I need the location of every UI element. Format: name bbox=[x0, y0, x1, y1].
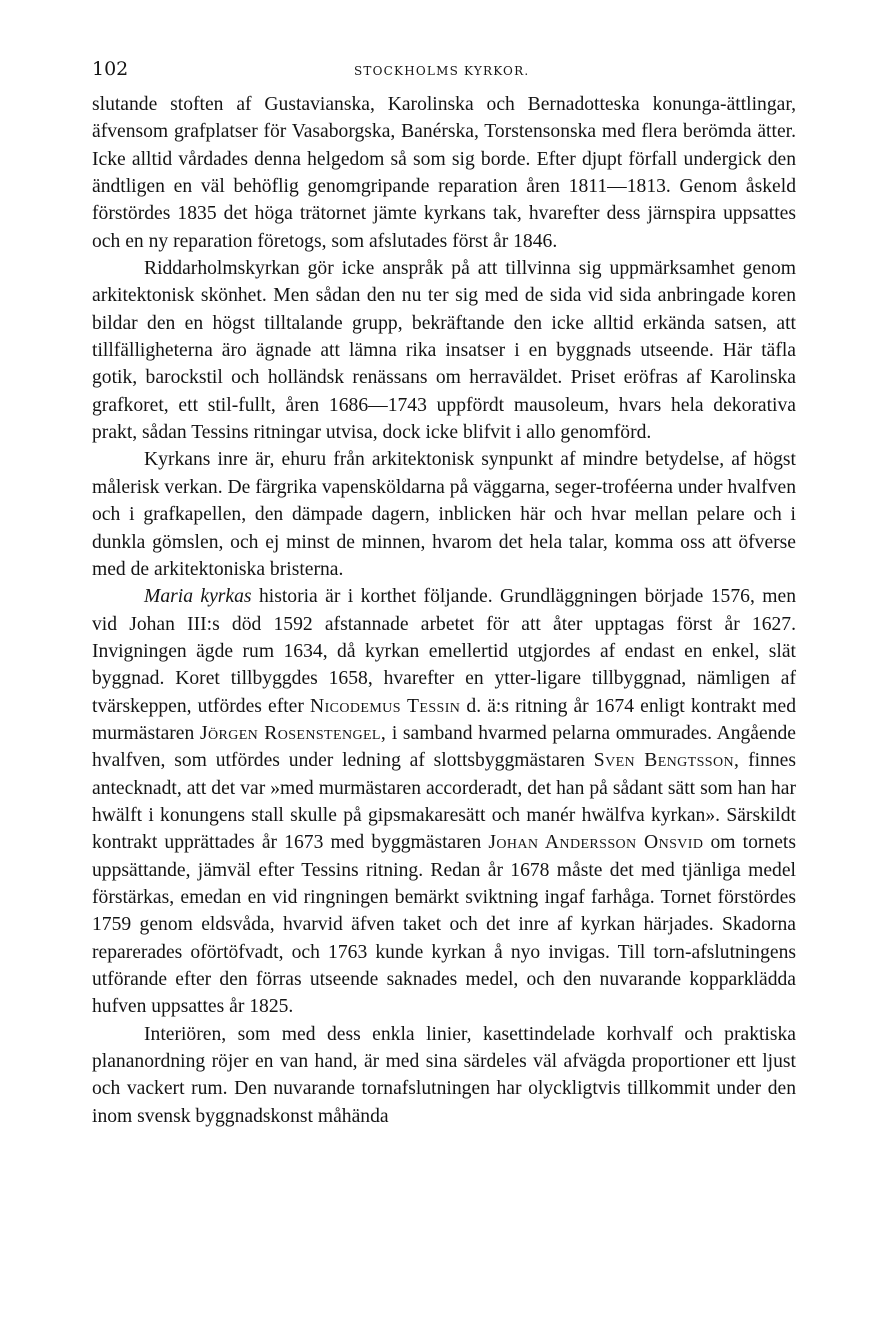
paragraph-4 bbox=[92, 583, 796, 1021]
paragraph-2: Riddarholmskyrkan gör icke anspråk på att tillvinna sig uppmärksamhet genom arkitektonisk skönhet. Men sådan den nu ter sig med de sida vid sida anbringade koren bildar den en högst tilltalande grupp, bekräftande den icke alltid erkända satsen, att tillfälligheterna äro ägnade att lämna rika insatser i en byggnads utseende. Här täfla gotik, barockstil och holländsk renässans om herraväldet. Priset eröfras af Karolinska grafkoret, ett stil-fullt, åren 1686—1743 uppfördt mausoleum, hvars hela dekorativa prakt, sådan Tessins ritningar utvisa, dock icke blifvit i allo genomförd. bbox=[92, 258, 796, 444]
paragraph-4-text-1: historia är i korthet följande. Grundläggningen började 1576, men vid Johan III:s död 1592 afstannade arbetet för att åter upptagas först år 1627. Invigningen ägde rum 1634, då kyrkan emellertid utgjordes af endast en enkel, slät byggnad. Koret tillbyggdes 1658, hvarefter en ytter-ligare tillbyggnad, nämligen af tvärskeppen, utfördes efter bbox=[92, 586, 796, 717]
body-text bbox=[92, 91, 796, 1130]
church-name-italic: Maria kyrkas bbox=[144, 586, 252, 608]
paragraph-4-text-2: d. ä:s ritning år 1674 enligt kontrakt med murmästaren bbox=[92, 695, 796, 744]
person-name-rosenstengel: Jörgen Rosenstengel, bbox=[199, 722, 387, 744]
paragraph-5: Interiören, som med dess enkla linier, kasettindelade korhvalf och praktiska plananordning röjer en van hand, är med sina särdeles väl afvägda proportioner ett ljust och vackert rum. Den nuvarande tornafslutningen har olyckligtvis tillkommit under den inom svensk byggnadskonst måhända bbox=[92, 1023, 796, 1127]
paragraph-4-text-4: finnes antecknadt, att det var »med murmästaren accorderadt, det han på sådant sätt som han har hwälft i konungens stall skulle på gipsmakaresätt och manér hwälfva kyrkan». Särskildt kontrakt upprättades år 1673 med byggmästaren bbox=[92, 750, 796, 854]
person-name-onsvid: Johan Andersson Onsvid bbox=[488, 832, 704, 854]
paragraph-4-text-5: om tornets uppsättande, jämväl efter Tessins ritning. Redan år 1678 måste det med tjänliga medel förstärkas, emedan en vid ringningen bemärkt sviktning ingaf farhåga. Tornet förstördes 1759 genom eldsvåda, hvarvid äfven taket och det inre af kyrkan härjades. Skadorna reparerades oförtöfvadt, och 1763 kunde kyrkan å nyo invigas. Till torn-afslutningens utförande efter den förras utseende saknades medel, och den nuvarande kopparklädda hufven uppsattes år 1825. bbox=[92, 832, 796, 1018]
paragraph-4-text-3: i samband hvarmed pelarna ommurades. Angående hvalfven, som utfördes under ledning af slottsbyggmästaren bbox=[92, 722, 796, 772]
paragraph-1: slutande stoften af Gustavianska, Karolinska och Bernadotteska konunga-ättlingar, äfvensom grafplatser för Vasaborgska, Banérska, Torstensonska med flera berömda ätter. Icke alltid vårdades denna helgedom så som sig borde. Efter djupt förfall undergick den ändtligen en väl behöflig genomgripande reparation åren 1811—1813. Genom åskeld förstördes 1835 det höga trätornet jämte kyrkans tak, hvarefter dess järnspira uppsattes och en ny reparation företogs, som afslutades först år 1846. bbox=[92, 94, 796, 252]
paragraph-3: Kyrkans inre är, ehuru från arkitektonisk synpunkt af mindre betydelse, af högst målerisk verkan. De färgrika vapensköldarna på väggarna, seger-troféerna under hvalfven och i grafkapellen, den dämpade dagern, inblicken här och hvar mellan pelare och i dunkla gömslen, och ej minst de minnen, hvarom det hela talar, komma oss att öfverse med de arkitektoniska bristerna. bbox=[92, 449, 796, 580]
person-name-tessin: Nicodemus Tessin bbox=[310, 695, 461, 717]
page-header bbox=[92, 56, 792, 86]
page-number: 102 bbox=[92, 58, 129, 80]
running-head: STOCKHOLMS KYRKOR. bbox=[354, 64, 530, 78]
person-name-bengtsson: Sven Bengtsson, bbox=[593, 750, 740, 772]
